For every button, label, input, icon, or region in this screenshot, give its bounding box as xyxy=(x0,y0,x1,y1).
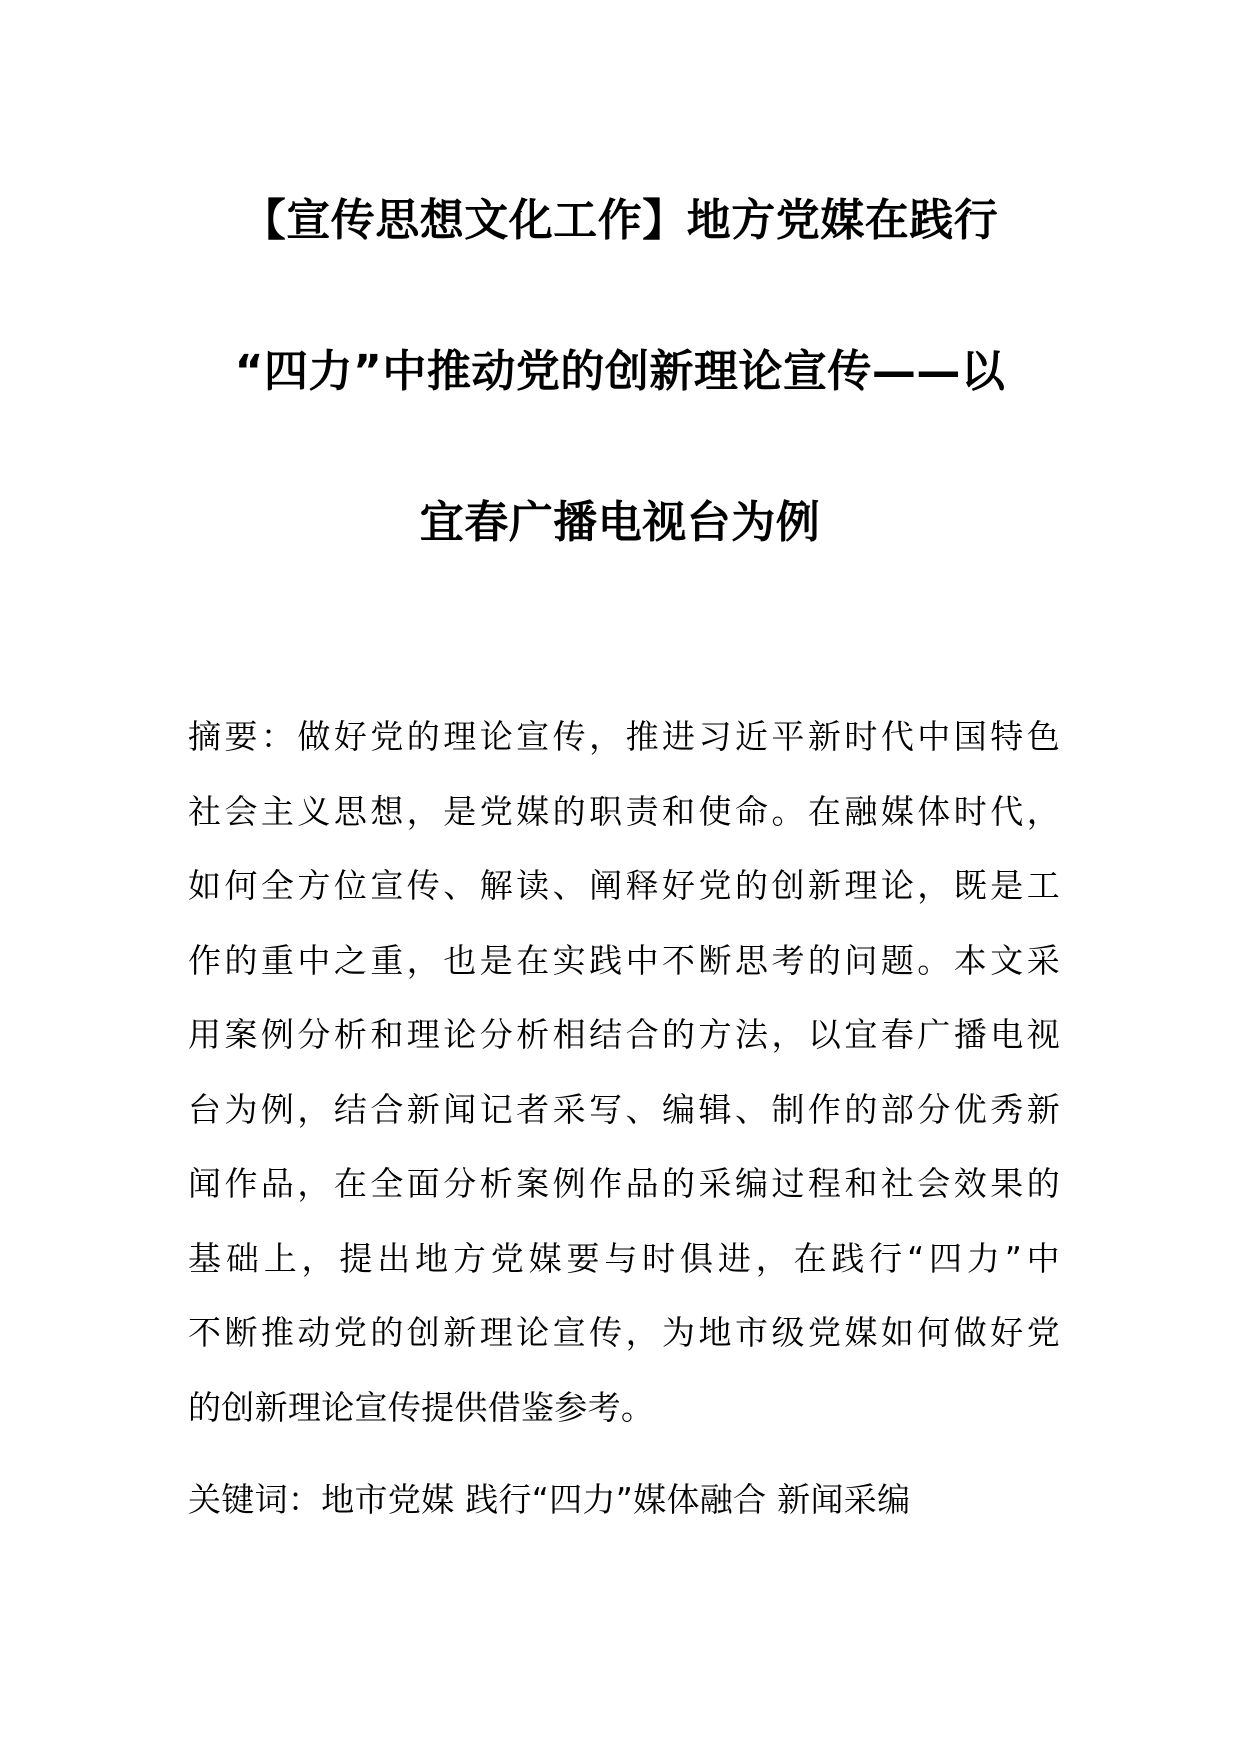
abstract-line-7: 闻作品，在全面分析案例作品的采编过程和社会效果的 xyxy=(188,1164,1060,1203)
document-title xyxy=(150,195,1090,549)
abstract-line-8: 基础上，提出地方党媒要与时俱进，在践行“四力”中 xyxy=(188,1238,1060,1278)
abstract-line-3: 如何全方位宣传、解读、阐释好党的创新理论，既是工 xyxy=(188,866,1060,905)
abstract-paragraph xyxy=(188,700,1060,1445)
abstract-line-1: 摘要：做好党的理论宣传，推进习近平新时代中国特色 xyxy=(188,717,1060,756)
abstract-line-4: 作的重中之重，也是在实践中不断思考的问题。本文采 xyxy=(188,940,1060,980)
keywords-line: 关键词：地市党媒 践行“四力”媒体融合 新闻采编 xyxy=(188,1480,911,1519)
abstract-line-6: 台为例，结合新闻记者采写、编辑、制作的部分优秀新 xyxy=(188,1089,1060,1129)
title-line-2: “四力”中推动党的创新理论宣传——以 xyxy=(234,346,1006,397)
abstract-line-5: 用案例分析和理论分析相结合的方法，以宜春广播电视 xyxy=(188,1015,1060,1054)
abstract-line-10: 的创新理论宣传提供借鉴参考。 xyxy=(188,1387,655,1427)
abstract-line-9: 不断推动党的创新理论宣传，为地市级党媒如何做好党 xyxy=(188,1313,1060,1352)
title-line-1: 【宣传思想文化工作】地方党媒在践行 xyxy=(241,195,999,246)
title-line-3: 宜春广播电视台为例 xyxy=(419,497,821,548)
abstract-line-2: 社会主义思想，是党媒的职责和使命。在融媒体时代， xyxy=(188,791,1060,831)
